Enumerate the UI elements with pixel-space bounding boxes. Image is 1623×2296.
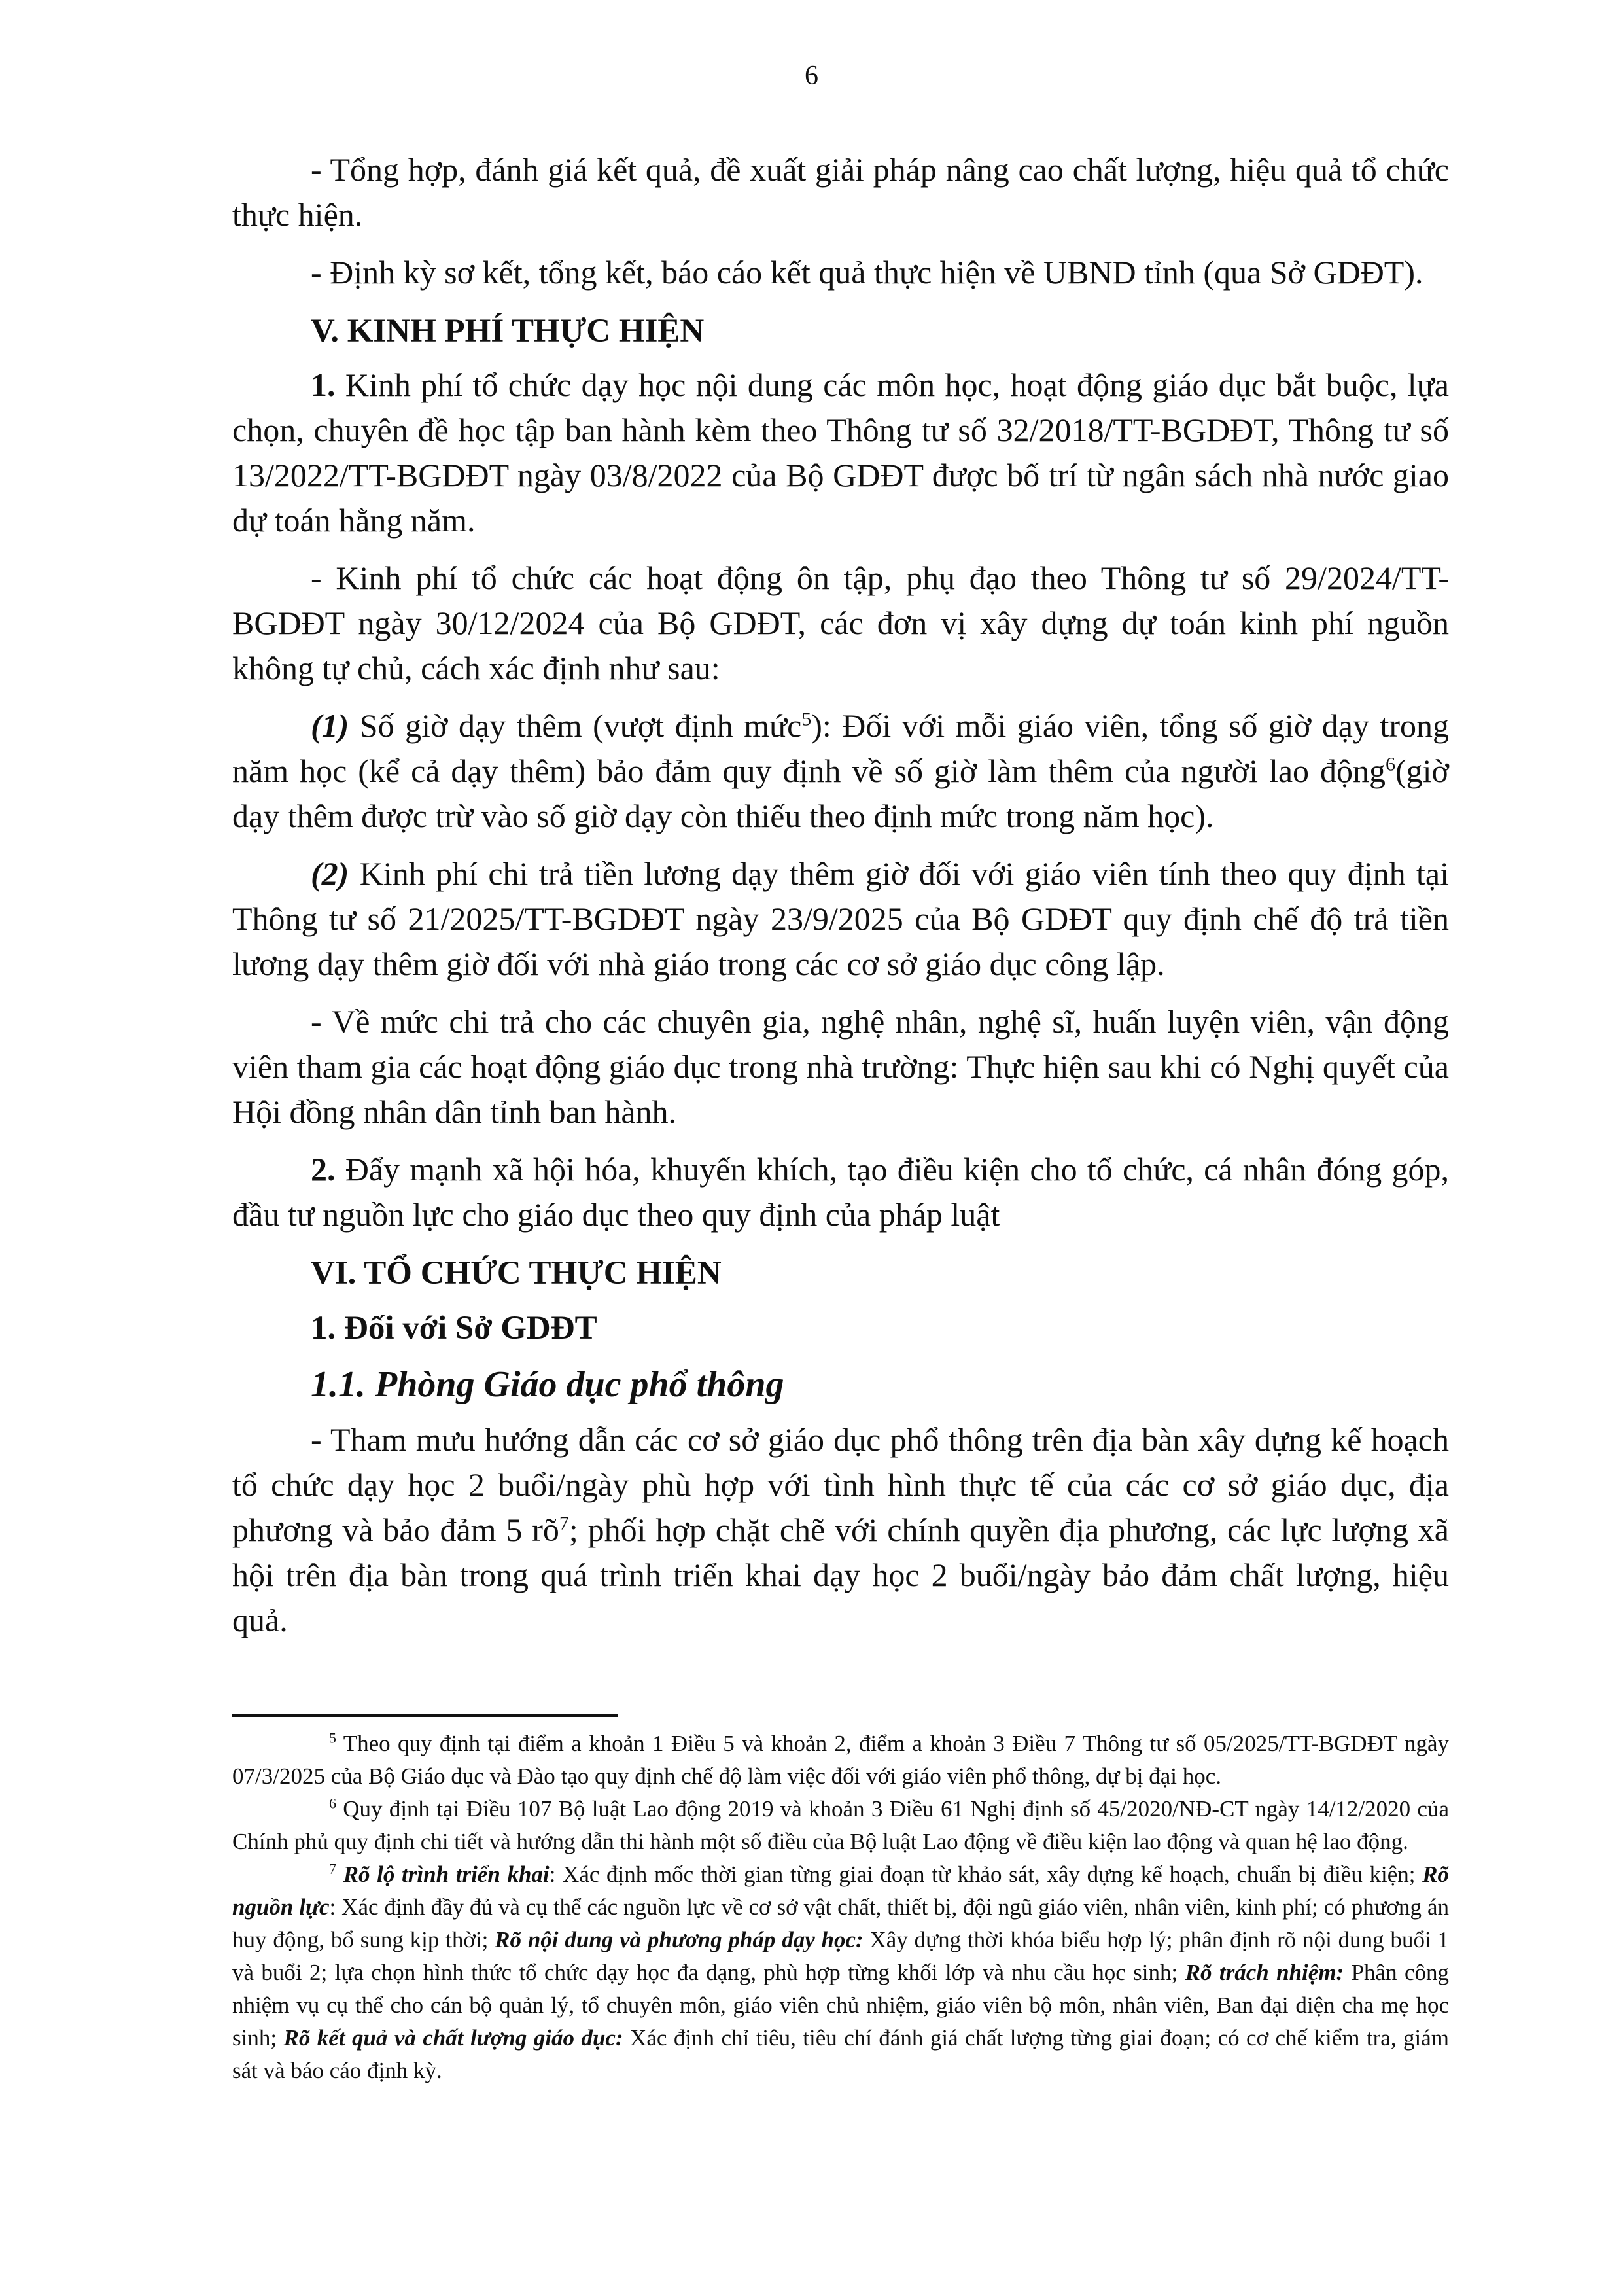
footnote-number: 6	[329, 1795, 336, 1812]
subsection-heading: 1. Đối với Sở GDĐT	[311, 1310, 597, 1347]
paragraph	[232, 851, 1449, 987]
page-number: 6	[805, 61, 818, 91]
document-body	[232, 147, 1449, 1655]
footnote-text: Phân công nhiệm vụ cụ thể cho cán bộ quản lý, tổ chuyên môn, giáo viên chủ nhiệm, giáo viên bộ môn, nhân viên, Ban đại diện cha mẹ học sinh;	[232, 1960, 1449, 2051]
paragraph-text: Kinh phí tổ chức dạy học nội dung các môn học, hoạt động giáo dục bắt buộc, lựa chọn, chuyên đề học tập ban hành kèm theo Thông tư số 32/2018/TT-BGDĐT, Thông tư số 13/2022/TT-BGDĐT ngày 03/8/2022 của Bộ GDĐT được bố trí từ ngân sách nhà nước giao dự toán hằng năm.	[232, 366, 1449, 539]
paragraph-text: ; phối hợp chặt chẽ với chính quyền địa phương, các lực lượng xã hội trên địa bàn trong quá trình triển khai dạy học 2 buổi/ngày bảo đảm chất lượng, hiệu quả.	[232, 1511, 1449, 1638]
footnote-text: : Xác định đầy đủ và cụ thể các nguồn lực về cơ sở vật chất, thiết bị, đội ngũ giáo viên, nhân viên, kinh phí; có phương án huy động, bổ sung kịp thời;	[232, 1894, 1450, 1952]
paragraph-text: Đẩy mạnh xã hội hóa, khuyến khích, tạo điều kiện cho tổ chức, cá nhân đóng góp, đầu tư nguồn lực cho giáo dục theo quy định của pháp luật	[232, 1151, 1449, 1233]
paragraph	[232, 1417, 1449, 1643]
footnote-label: Rõ nguồn lực	[232, 1862, 1450, 1920]
section-heading-v: V. KINH PHÍ THỰC HIỆN	[311, 313, 705, 349]
item-number: (1)	[311, 707, 349, 744]
footnote-text: Quy định tại Điều 107 Bộ luật Lao động 2019 và khoản 3 Điều 61 Nghị định số 45/2020/NĐ-CT ngày 14/12/2020 của Chính phủ quy định chi tiết và hướng dẫn thi hành một số điều của Bộ luật Lao động về điều kiện lao động và quan hệ lao động.	[232, 1796, 1449, 1854]
section-heading-vi: VI. TỔ CHỨC THỰC HIỆN	[311, 1255, 722, 1292]
paragraph-text: (giờ dạy thêm được trừ vào số giờ dạy còn thiếu theo định mức trong năm học).	[232, 752, 1449, 834]
item-number: (2)	[311, 855, 349, 892]
footnote-text: Theo quy định tại điểm a khoản 1 Điều 5 và khoản 2, điểm a khoản 3 Điều 7 Thông tư số 05/2025/TT-BGDĐT ngày 07/3/2025 của Bộ Giáo dục và Đào tạo quy định chế độ làm việc đối với giáo viên phổ thông, dự bị đại học.	[232, 1731, 1449, 1789]
subsubsection-heading: 1.1. Phòng Giáo dục phổ thông	[311, 1364, 784, 1405]
paragraph: - Về mức chi trả cho các chuyên gia, nghệ nhân, nghệ sĩ, huấn luyện viên, vận động viên tham gia các hoạt động giáo dục trong nhà trường: Thực hiện sau khi có Nghị quyết của Hội đồng nhân dân tỉnh ban hành.	[232, 1003, 1449, 1130]
paragraph: - Kinh phí tổ chức các hoạt động ôn tập, phụ đạo theo Thông tư số 29/2024/TT-BGDĐT ngày 30/12/2024 của Bộ GDĐT, các đơn vị xây dựng dự toán kinh phí nguồn không tự chủ, cách xác định như sau:	[232, 559, 1449, 686]
paragraph: - Tổng hợp, đánh giá kết quả, đề xuất giải pháp nâng cao chất lượng, hiệu quả tổ chức thực hiện.	[232, 151, 1449, 233]
footnote-ref: 5	[801, 708, 812, 730]
footnote-text: : Xác định mốc thời gian từng giai đoạn từ khảo sát, xây dựng kế hoạch, chuẩn bị điều kiện;	[549, 1862, 1423, 1887]
paragraph-text: - Tham mưu hướng dẫn các cơ sở giáo dục phổ thông trên địa bàn xây dựng kế hoạch tổ chức dạy học 2 buổi/ngày phù hợp với tình hình thực tế của các cơ sở giáo dục, địa phương và bảo đảm 5 rõ	[232, 1421, 1449, 1548]
footnote-label: Rõ kết quả và chất lượng giáo dục:	[283, 2025, 623, 2051]
footnote-ref: 7	[559, 1512, 569, 1534]
footnote-label: Rõ lộ trình triển khai	[336, 1862, 550, 1887]
item-number: 1.	[311, 366, 336, 403]
item-number: 2.	[311, 1151, 336, 1188]
footnote-number: 7	[329, 1860, 336, 1877]
footnote-5	[232, 1727, 1449, 1793]
footnote-text: Xây dựng thời khóa biểu hợp lý; phân định rõ nội dung buổi 1 và buổi 2; lựa chọn hình thức tổ chức dạy học đa dạng, phù hợp từng khối lớp và nhu cầu học sinh;	[232, 1927, 1449, 1985]
footnote-separator	[232, 1714, 618, 1717]
footnote-ref: 6	[1386, 753, 1396, 775]
footnote-7	[232, 1858, 1449, 2087]
footnote-6	[232, 1793, 1449, 1858]
paragraph	[232, 703, 1449, 839]
paragraph-text: Kinh phí chi trả tiền lương dạy thêm giờ đối với giáo viên tính theo quy định tại Thông tư số 21/2025/TT-BGDĐT ngày 23/9/2025 của Bộ GDĐT quy định chế độ trả tiền lương dạy thêm giờ đối với nhà giáo trong các cơ sở giáo dục công lập.	[232, 855, 1449, 982]
footnote-text: Xác định chỉ tiêu, tiêu chí đánh giá chất lượng từng giai đoạn; có cơ chế kiểm tra, giám sát và báo cáo định kỳ.	[232, 2025, 1449, 2083]
paragraph	[232, 362, 1449, 543]
paragraph-text: Số giờ dạy thêm (vượt định mức	[349, 707, 802, 744]
footnote-label: Rõ trách nhiệm:	[1185, 1960, 1344, 1985]
footnote-label: Rõ nội dung và phương pháp dạy học:	[495, 1927, 864, 1952]
footnote-number: 5	[329, 1729, 336, 1746]
footnotes	[232, 1727, 1449, 2087]
paragraph-text: ): Đối với mỗi giáo viên, tổng số giờ dạy trong năm học (kể cả dạy thêm) bảo đảm quy định về số giờ làm thêm của người lao động	[232, 707, 1449, 789]
paragraph	[232, 1147, 1449, 1237]
paragraph: - Định kỳ sơ kết, tổng kết, báo cáo kết quả thực hiện về UBND tỉnh (qua Sở GDĐT).	[311, 254, 1423, 291]
